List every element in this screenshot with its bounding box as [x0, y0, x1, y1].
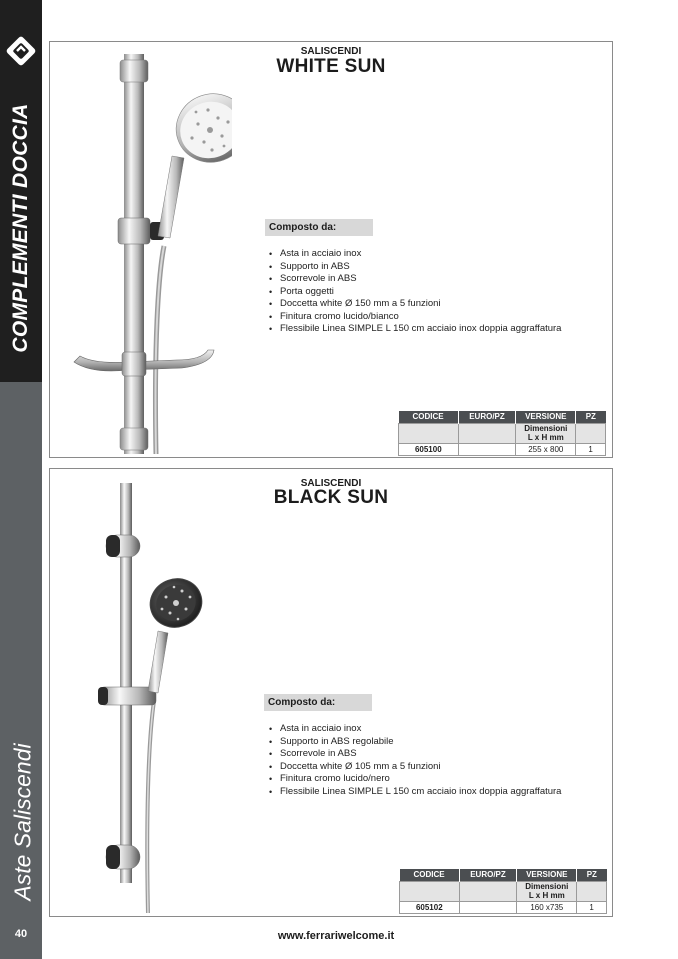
- product-panel-white-sun: [49, 41, 613, 458]
- qty: 1: [577, 901, 607, 913]
- price: [459, 901, 517, 913]
- price: [458, 443, 516, 455]
- col-pz: PZ: [576, 411, 606, 423]
- col-pz: PZ: [577, 869, 607, 881]
- list-item: • Flessibile Linea SIMPLE L 150 cm acciaio inox doppia aggraffatura: [266, 786, 561, 799]
- product-name: WHITE SUN: [276, 56, 386, 77]
- product-eyebrow: SALISCENDI: [300, 478, 362, 489]
- product-name: BLACK SUN: [273, 487, 389, 508]
- shower-rail-black-illustration: [96, 483, 206, 913]
- table-subheader-row: [399, 423, 606, 443]
- list-item: • Doccetta white Ø 150 mm a 5 funzioni: [266, 298, 561, 311]
- list-item: • Finitura cromo lucido/nero: [266, 773, 561, 786]
- spec-table: [399, 869, 607, 914]
- features-list: [266, 248, 561, 336]
- page-number: 40: [14, 928, 28, 940]
- version: 255 x 800: [516, 443, 576, 455]
- brand-logo-icon: [4, 34, 38, 68]
- composed-label: Composto da:: [265, 219, 373, 236]
- qty: 1: [576, 443, 606, 455]
- col-euro: EURO/PZ: [459, 869, 517, 881]
- list-item: • Asta in acciaio inox: [266, 248, 561, 261]
- product-eyebrow: SALISCENDI: [300, 46, 362, 57]
- list-item: • Supporto in ABS: [266, 261, 561, 274]
- table-header-row: [399, 411, 606, 423]
- col-versione: VERSIONE: [516, 411, 576, 423]
- list-item: • Scorrevole in ABS: [266, 748, 561, 761]
- spec-table: [398, 411, 606, 456]
- list-item: • Supporto in ABS regolabile: [266, 736, 561, 749]
- col-codice: CODICE: [400, 869, 460, 881]
- col-versione: VERSIONE: [517, 869, 577, 881]
- website-link[interactable]: www.ferrariwelcome.it: [277, 930, 395, 942]
- section-title: COMPLEMENTI DOCCIA: [9, 103, 32, 353]
- list-item: • Flessibile Linea SIMPLE L 150 cm acciaio inox doppia aggraffatura: [266, 323, 561, 336]
- table-row: [399, 443, 606, 455]
- list-item: • Finitura cromo lucido/bianco: [266, 311, 561, 324]
- dimension-label: Dimensioni L x H mm: [517, 881, 577, 901]
- product-panel-black-sun: [49, 468, 613, 917]
- features-list: [266, 723, 561, 798]
- dimension-label: Dimensioni L x H mm: [516, 423, 576, 443]
- table-header-row: [400, 869, 607, 881]
- col-codice: CODICE: [399, 411, 459, 423]
- list-item: • Doccetta white Ø 105 mm a 5 funzioni: [266, 761, 561, 774]
- col-euro: EURO/PZ: [458, 411, 516, 423]
- composed-label: Composto da:: [264, 694, 372, 711]
- category-title: Aste Saliscendi: [9, 743, 36, 901]
- table-subheader-row: [400, 881, 607, 901]
- list-item: • Porta oggetti: [266, 286, 561, 299]
- product-code: 605100: [399, 443, 459, 455]
- list-item: • Asta in acciaio inox: [266, 723, 561, 736]
- shower-rail-white-illustration: [72, 46, 232, 456]
- product-code: 605102: [400, 901, 460, 913]
- version: 160 x735: [517, 901, 577, 913]
- list-item: • Scorrevole in ABS: [266, 273, 561, 286]
- table-row: [400, 901, 607, 913]
